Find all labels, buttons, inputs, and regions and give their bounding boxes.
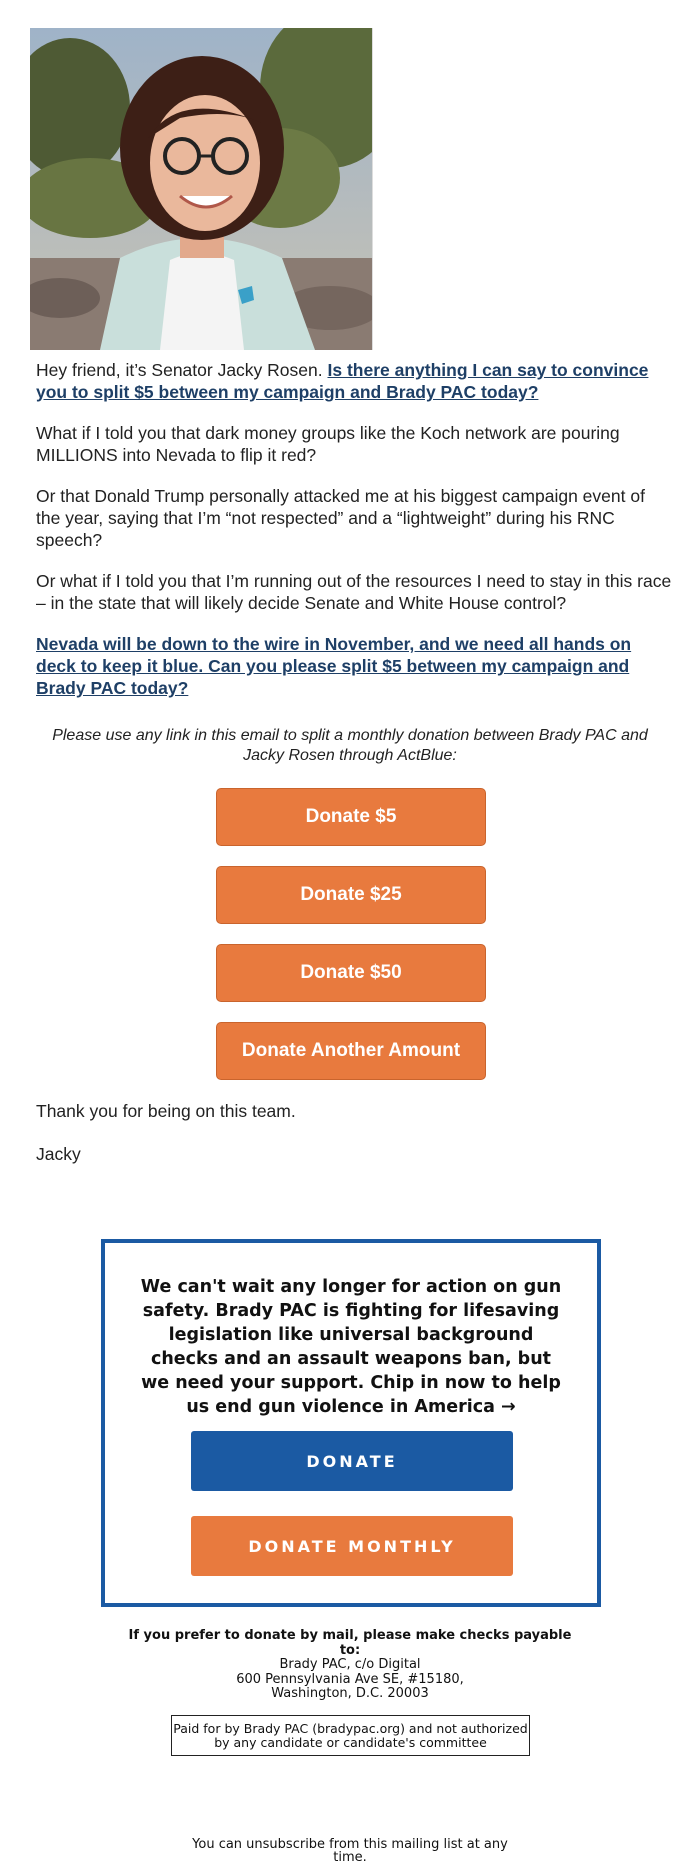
actblue-note: Please use any link in this email to split a monthly donation between Brady PAC and Jacky Rosen through ActBlue: xyxy=(52,727,648,764)
mail-heading: If you prefer to donate by mail, please make checks payable to: xyxy=(128,1628,572,1658)
donate-25-button[interactable]: Donate $25 xyxy=(216,866,486,924)
paragraph-trump-attack: Or that Donald Trump personally attacked me at his biggest campaign event of the year, saying that I’m “not respected” and a “lightweight” during his RNC speech? xyxy=(36,486,645,550)
senator-photo xyxy=(30,28,373,350)
mail-address-line2: 600 Pennsylvania Ave SE, #15180, xyxy=(236,1671,464,1687)
thanks-text: Thank you for being on this team. xyxy=(36,1101,296,1121)
paragraph-resources: Or what if I told you that I’m running out of the resources I need to stay in this race – in the state that will likely decide Senate and White House control? xyxy=(36,571,672,613)
portrait-illustration xyxy=(30,28,372,350)
donate-5-button[interactable]: Donate $5 xyxy=(216,788,486,846)
intro-lead: Hey friend, it’s Senator Jacky Rosen. xyxy=(36,360,328,380)
brady-donate-button[interactable]: DONATE xyxy=(191,1431,513,1491)
paid-for-disclaimer: Paid for by Brady PAC (bradypac.org) and not authorized by any candidate or candidate's committee xyxy=(171,1715,530,1756)
paragraph-dark-money: What if I told you that dark money groups like the Koch network are pouring MILLIONS into Nevada to flip it red? xyxy=(36,423,620,465)
cta-donate-link[interactable]: Nevada will be down to the wire in November, and we need all hands on deck to keep it blue. Can you please split $5 between my campaign and Brady PAC today? xyxy=(36,634,632,698)
mail-address-line3: Washington, D.C. 20003 xyxy=(271,1686,429,1701)
signature-name: Jacky xyxy=(36,1144,81,1164)
intro-donate-link[interactable]: Is there anything I can say to convince you to split $5 between my campaign and Brady PAC today? xyxy=(36,360,649,402)
mail-donation-info xyxy=(120,1629,580,1702)
brady-pac-box xyxy=(101,1239,601,1607)
unsubscribe-text: You can unsubscribe from this mailing list at any time. xyxy=(192,1837,508,1865)
intro-paragraph xyxy=(36,359,672,403)
brady-donate-monthly-button[interactable]: DONATE MONTHLY xyxy=(191,1516,513,1576)
mail-address-line1: Brady PAC, c/o Digital xyxy=(279,1657,421,1672)
donate-50-button[interactable]: Donate $50 xyxy=(216,944,486,1002)
brady-pac-message: We can't wait any longer for action on gun safety. Brady PAC is fighting for lifesaving legislation like universal background checks and an assault weapons ban, but we need your support. Chip in now to help us end gun violence in America → xyxy=(140,1277,562,1417)
cta-paragraph xyxy=(36,633,672,699)
donate-another-amount-button[interactable]: Donate Another Amount xyxy=(216,1022,486,1080)
